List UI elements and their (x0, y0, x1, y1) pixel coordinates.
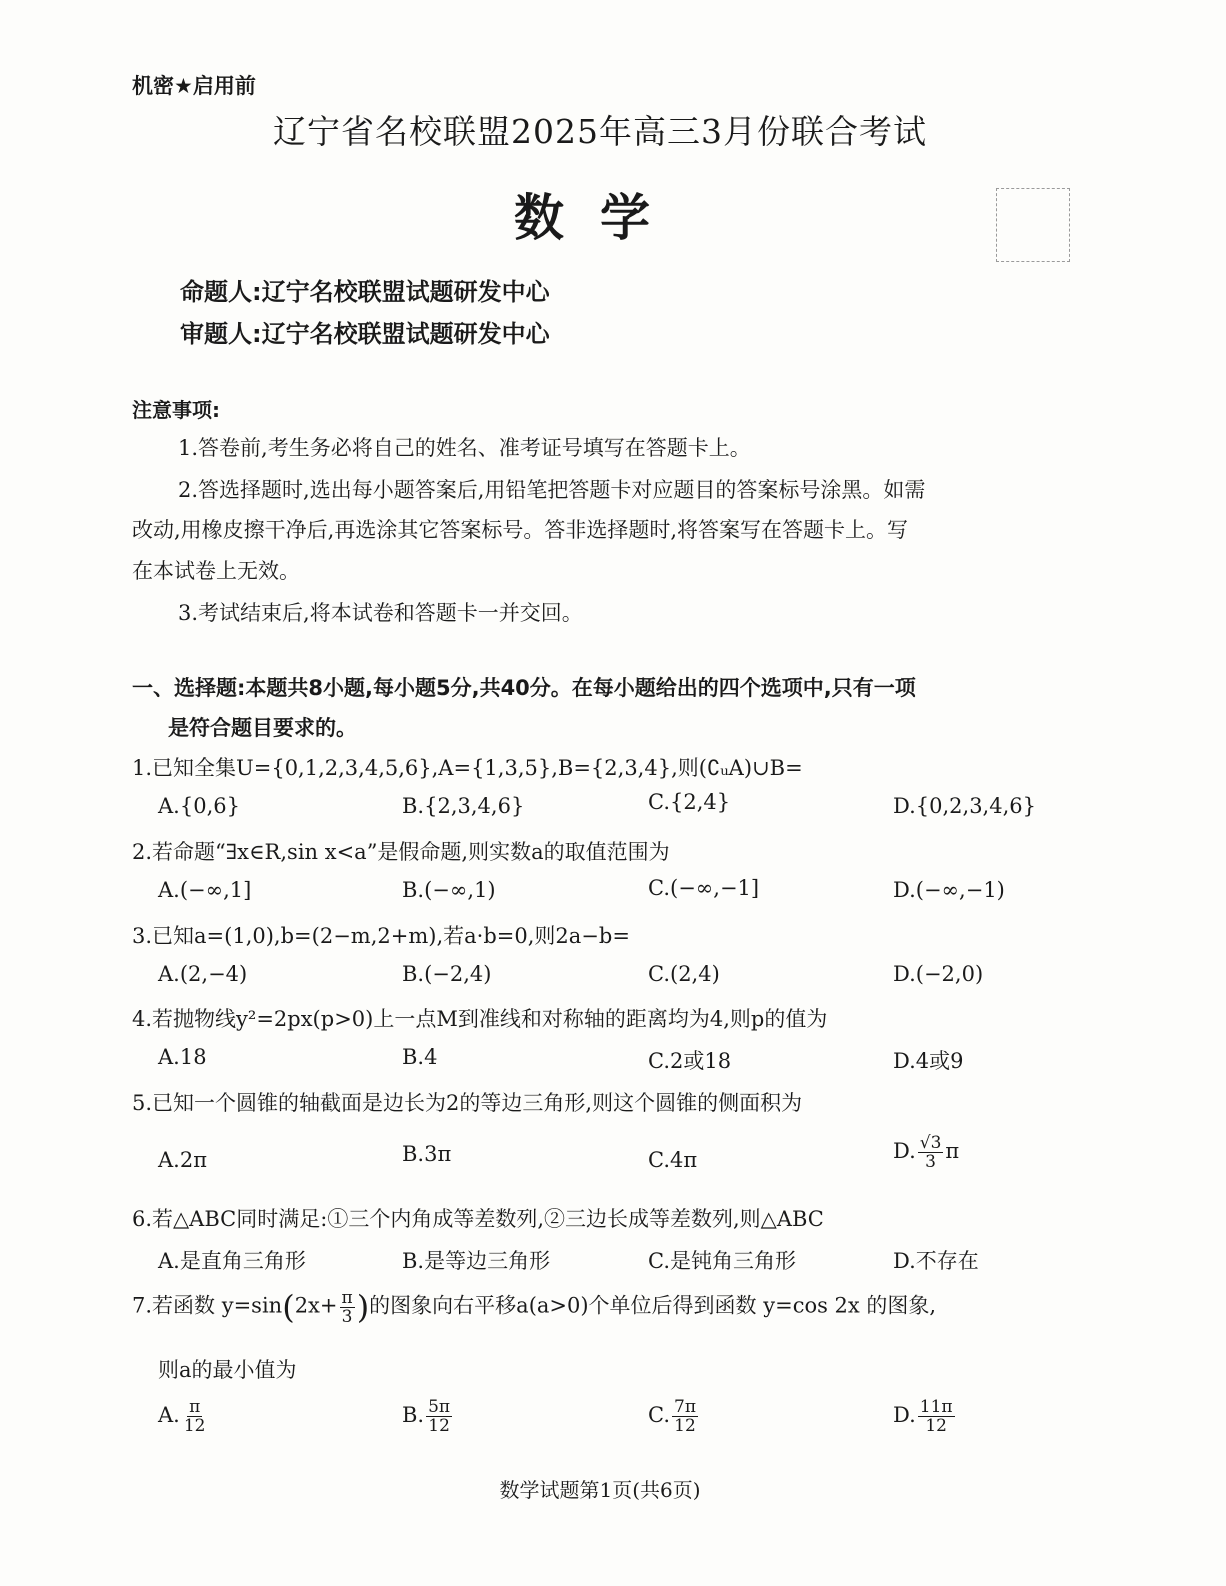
subject-title: 数学 (514, 189, 686, 247)
question-7-stem-line-2: 则a的最小值为 (158, 1358, 297, 1382)
question-5-option-d (893, 1134, 959, 1171)
question-7-stem-part-1: 7.若函数 y=sin (132, 1293, 283, 1318)
question-4-option-c: C.2或18 (648, 1049, 732, 1073)
question-3-option-c: C.(2,4) (648, 962, 720, 986)
question-3-stem: 3.已知a=(1,0),b=(2−m,2+m),若a·b=0,则2a−b= (132, 924, 630, 948)
left-paren-icon: ( (282, 1288, 295, 1326)
question-5-stem: 5.已知一个圆锥的轴截面是边长为2的等边三角形,则这个圆锥的侧面积为 (132, 1091, 803, 1115)
pi-over-12-fraction (182, 1398, 208, 1435)
fraction-numerator: 11π (919, 1397, 953, 1417)
question-4-option-d: D.4或9 (893, 1049, 964, 1073)
question-2-option-a: A.(−∞,1] (158, 878, 252, 902)
question-2-option-b: B.(−∞,1) (402, 878, 496, 902)
option-prefix: C. (648, 1403, 670, 1427)
question-7-stem (132, 1288, 936, 1326)
fraction-denominator: 3 (925, 1152, 936, 1172)
question-7-option-a (158, 1398, 209, 1435)
notice-item-3: 3.考试结束后,将本试卷和答题卡一并交回。 (178, 601, 583, 625)
question-1-option-b: B.{2,3,4,6} (402, 794, 525, 818)
notice-item-2-line-2: 改动,用橡皮擦干净后,再选涂其它答案标号。答非选择题时,将答案写在答题卡上。写 (132, 518, 909, 542)
question-6-stem: 6.若△ABC同时满足:①三个内角成等差数列,②三边长成等差数列,则△ABC (132, 1207, 824, 1231)
question-2-stem: 2.若命题“∃x∈R,sin x<a”是假命题,则实数a的取值范围为 (132, 840, 670, 864)
7pi-over-12-fraction (672, 1398, 698, 1435)
question-7-stem-part-2: 2x+ (294, 1293, 338, 1318)
question-5-option-a: A.2π (158, 1148, 208, 1172)
question-6-option-d: D.不存在 (893, 1249, 979, 1273)
confidential-label: 机密★启用前 (132, 74, 256, 98)
author-line: 命题人:辽宁名校联盟试题研发中心 (180, 278, 550, 306)
notice-title: 注意事项: (132, 398, 220, 422)
question-2-option-d: D.(−∞,−1) (893, 878, 1005, 902)
option-prefix: B. (402, 1403, 425, 1427)
page-footer: 数学试题第1页(共6页) (499, 1478, 701, 1502)
pi-over-3-fraction (340, 1289, 355, 1326)
question-5-option-b: B.3π (402, 1142, 452, 1166)
fraction-numerator: √3 (919, 1133, 942, 1153)
notice-item-2-line-1: 2.答选择题时,选出每小题答案后,用铅笔把答题卡对应题目的答案标号涂黑。如需 (178, 478, 926, 502)
option-prefix: A. (158, 1403, 180, 1427)
question-6-option-a: A.是直角三角形 (158, 1249, 306, 1273)
exam-title: 辽宁省名校联盟2025年高三3月份联合考试 (273, 112, 927, 151)
question-5-option-c: C.4π (648, 1148, 698, 1172)
question-7-option-b (402, 1398, 454, 1435)
sqrt3-over-3-fraction (918, 1134, 944, 1171)
5pi-over-12-fraction (426, 1398, 452, 1435)
section-1-heading-cont: 是符合题目要求的。 (168, 716, 357, 740)
question-1-option-d: D.{0,2,3,4,6} (893, 794, 1036, 818)
question-7-option-c (648, 1398, 700, 1435)
fraction-numerator: 7π (674, 1397, 696, 1417)
fraction-numerator: π (189, 1397, 201, 1417)
fraction-denominator: 12 (674, 1416, 696, 1436)
section-1-heading: 一、选择题:本题共8小题,每小题5分,共40分。在每小题给出的四个选项中,只有一项 (132, 676, 916, 700)
notice-item-1: 1.答卷前,考生务必将自己的姓名、准考证号填写在答题卡上。 (178, 436, 751, 460)
barcode-placeholder (996, 188, 1070, 262)
fraction-denominator: 12 (183, 1416, 206, 1436)
fraction-denominator: 3 (341, 1306, 353, 1327)
fraction-denominator: 12 (925, 1416, 947, 1436)
question-7-option-d (893, 1398, 957, 1435)
right-paren-icon: ) (356, 1288, 370, 1326)
11pi-over-12-fraction (918, 1398, 955, 1435)
question-4-option-a: A.18 (158, 1045, 207, 1069)
question-2-option-c: C.(−∞,−1] (648, 876, 760, 900)
question-7-stem-part-3: 的图象向右平移a(a>0)个单位后得到函数 y=cos 2x 的图象, (369, 1293, 937, 1318)
question-1-option-a: A.{0,6} (158, 794, 240, 818)
fraction-denominator: 12 (428, 1416, 450, 1436)
question-5-option-d-suffix: π (945, 1139, 960, 1163)
reviewer-line: 审题人:辽宁名校联盟试题研发中心 (180, 320, 550, 348)
question-4-option-b: B.4 (402, 1045, 438, 1069)
question-3-option-b: B.(−2,4) (402, 962, 492, 986)
question-1-option-c: C.{2,4} (648, 790, 731, 814)
question-6-option-b: B.是等边三角形 (402, 1249, 551, 1273)
question-6-option-c: C.是钝角三角形 (648, 1249, 796, 1273)
fraction-numerator: π (341, 1287, 353, 1308)
question-1-stem: 1.已知全集U={0,1,2,3,4,5,6},A={1,3,5},B={2,3,4},则(∁ᵤA)∪B= (132, 756, 803, 780)
question-3-option-d: D.(−2,0) (893, 962, 984, 986)
question-3-option-a: A.(2,−4) (158, 962, 248, 986)
fraction-numerator: 5π (428, 1397, 451, 1417)
notice-item-2-line-3: 在本试卷上无效。 (132, 559, 300, 583)
option-prefix: D. (893, 1403, 916, 1427)
question-4-stem: 4.若抛物线y²=2px(p>0)上一点M到准线和对称轴的距离均为4,则p的值为 (132, 1007, 828, 1031)
question-5-option-d-prefix: D. (893, 1139, 916, 1163)
